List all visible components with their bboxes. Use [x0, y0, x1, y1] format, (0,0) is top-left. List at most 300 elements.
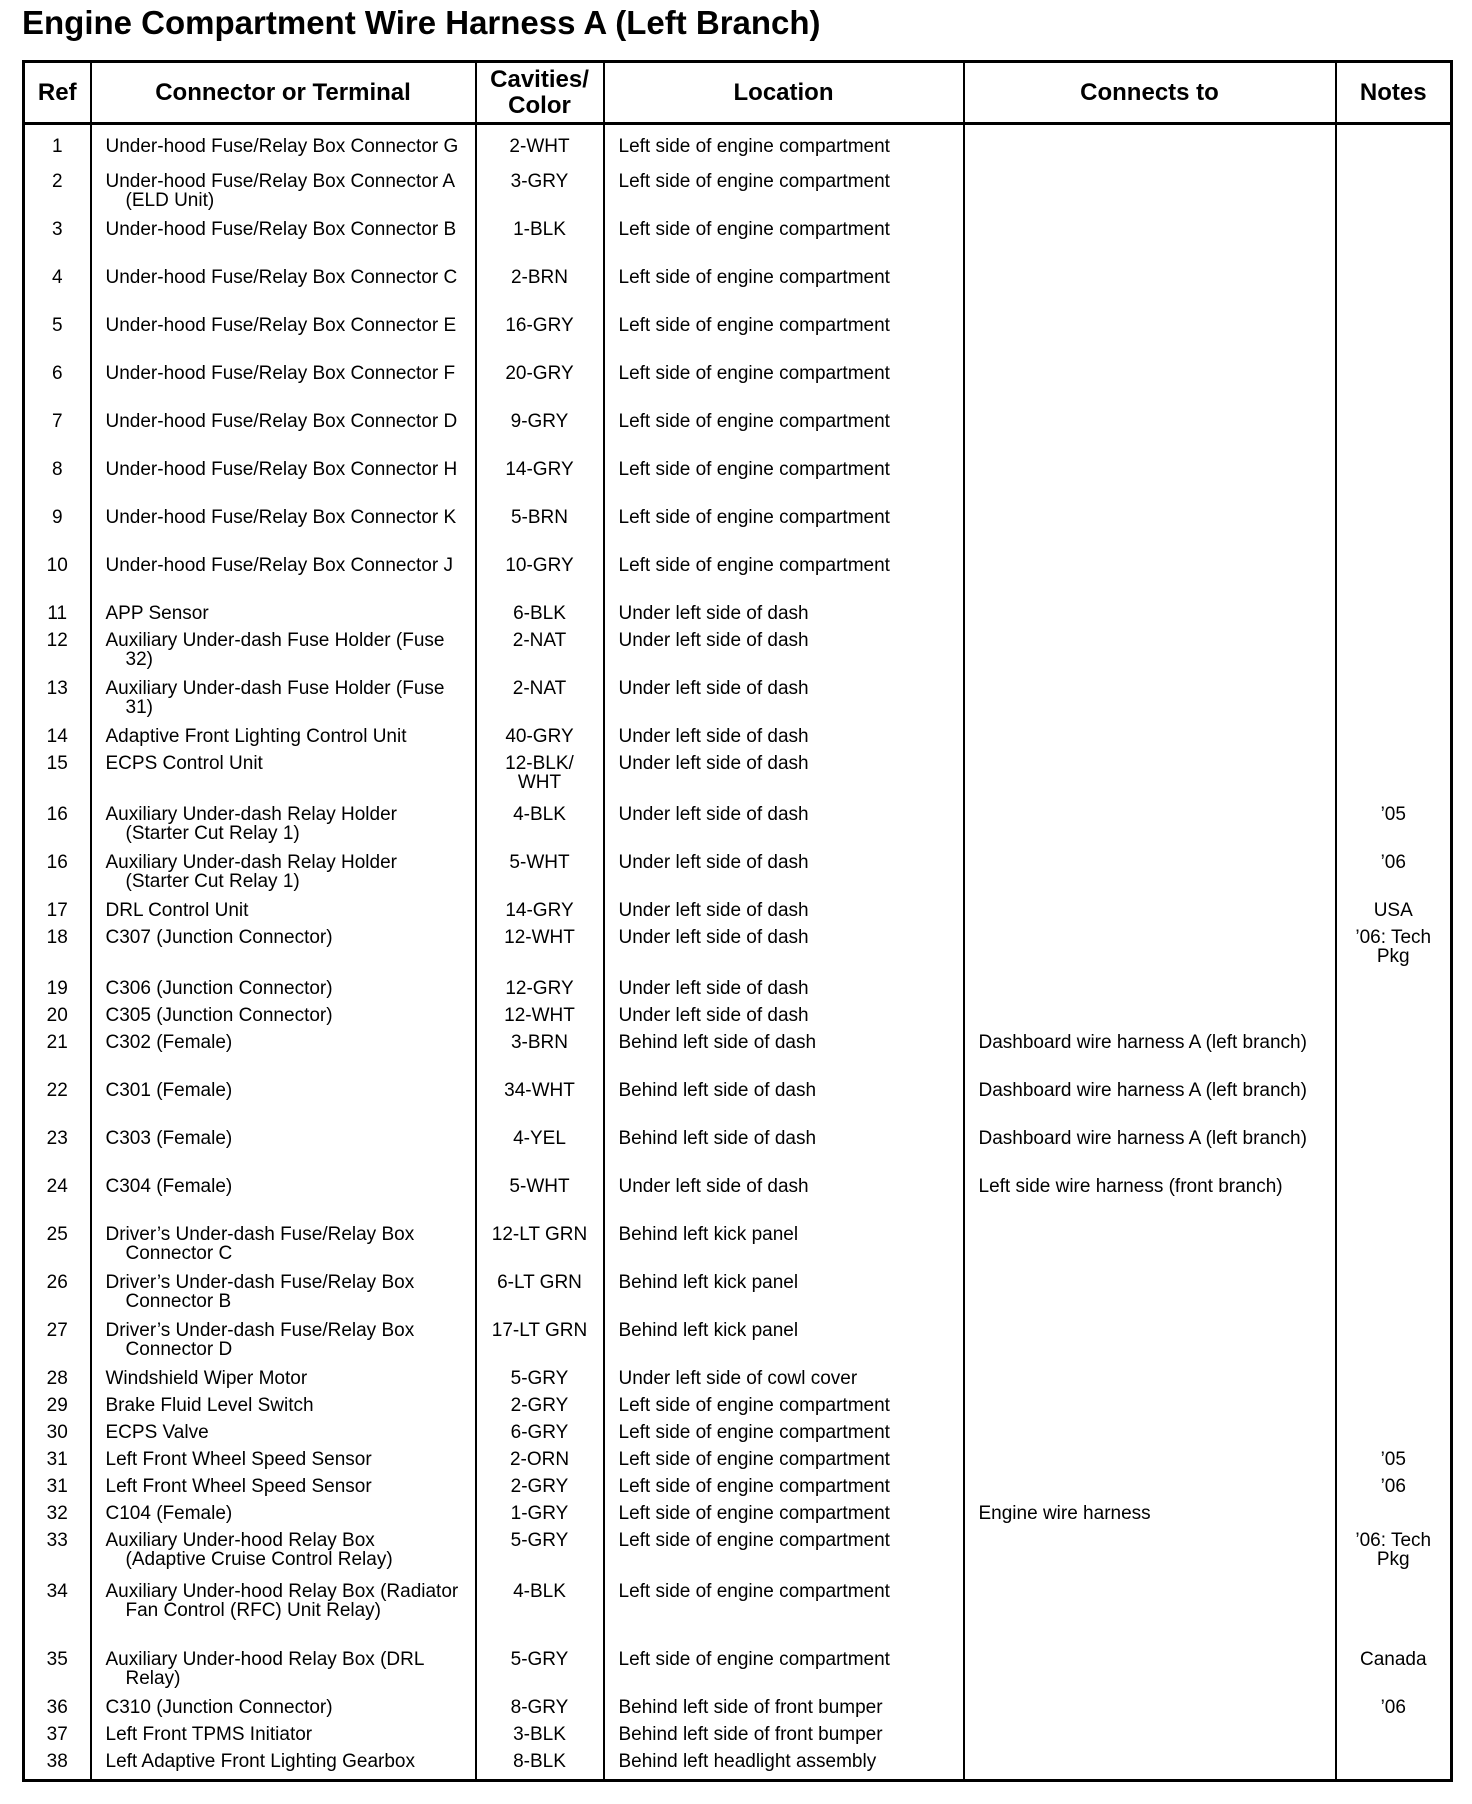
cell-notes — [1336, 727, 1452, 754]
connector-line2: Fan Control (RFC) Unit Relay) — [125, 1599, 381, 1621]
location-text: Left side of engine compartment — [618, 171, 890, 192]
cell-cavities-color — [476, 220, 604, 268]
cell-ref — [24, 556, 91, 604]
cell-notes — [1336, 1531, 1452, 1582]
cell-location — [604, 805, 964, 853]
cell-cavities-color — [476, 1129, 604, 1177]
ref-text: 24 — [46, 1176, 68, 1197]
table-row — [24, 1650, 1452, 1698]
header-location: Location — [604, 62, 964, 124]
cell-cavities-color — [476, 1450, 604, 1477]
location-text: Left side of engine compartment — [618, 315, 890, 336]
cell-connects-to — [964, 1396, 1336, 1423]
cell-connects-to — [964, 412, 1336, 460]
cell-connector — [91, 1273, 476, 1321]
location-text: Under left side of cowl cover — [618, 1368, 858, 1389]
notes-line1: USA — [1373, 900, 1413, 921]
cell-connects-to — [964, 1725, 1336, 1752]
color-line1: 2-NAT — [512, 678, 567, 699]
cell-connector — [91, 316, 476, 364]
notes-line2: Pkg — [1376, 1548, 1410, 1570]
color-line1: 5-GRY — [510, 1368, 569, 1389]
cell-location — [604, 220, 964, 268]
location-text: Left side of engine compartment — [618, 459, 890, 480]
cell-connects-to — [964, 805, 1336, 853]
cell-cavities-color — [476, 1582, 604, 1650]
table-row — [24, 928, 1452, 979]
color-line1: 3-BRN — [510, 1032, 568, 1053]
cell-connector — [91, 1033, 476, 1081]
cell-connects-to — [964, 1698, 1336, 1725]
cell-notes — [1336, 124, 1452, 172]
ref-text: 33 — [46, 1530, 68, 1551]
notes-line1: ’06: Tech — [1355, 927, 1432, 948]
cell-location — [604, 460, 964, 508]
cell-notes — [1336, 679, 1452, 727]
cell-connector — [91, 556, 476, 604]
cell-connector — [91, 901, 476, 928]
ref-text: 3 — [51, 219, 63, 240]
ref-text: 5 — [51, 315, 63, 336]
color-line1: 10-GRY — [505, 555, 574, 576]
cell-connector — [91, 1396, 476, 1423]
cell-connects-to — [964, 901, 1336, 928]
ref-text: 16 — [46, 852, 68, 873]
cell-connector — [91, 508, 476, 556]
cell-location — [604, 1225, 964, 1273]
cell-cavities-color — [476, 460, 604, 508]
notes-line1: Canada — [1359, 1649, 1427, 1670]
table-row — [24, 364, 1452, 412]
cell-ref — [24, 1698, 91, 1725]
cell-notes — [1336, 172, 1452, 220]
table-row — [24, 172, 1452, 220]
location-text: Under left side of dash — [618, 900, 809, 921]
cell-connects-to — [964, 604, 1336, 631]
table-row — [24, 1450, 1452, 1477]
connector-line1: Driver’s Under-dash Fuse/Relay Box — [105, 1272, 415, 1293]
cell-connects-to — [964, 1006, 1336, 1033]
cell-connector — [91, 604, 476, 631]
cell-connector — [91, 853, 476, 901]
cell-notes — [1336, 460, 1452, 508]
connector-line1: Auxiliary Under-dash Relay Holder — [105, 852, 397, 873]
connector-line1: Adaptive Front Lighting Control Unit — [105, 726, 407, 747]
cell-connector — [91, 1081, 476, 1129]
cell-cavities-color — [476, 727, 604, 754]
header-connects-to: Connects to — [964, 62, 1336, 124]
cell-location — [604, 1081, 964, 1129]
table-row — [24, 727, 1452, 754]
cell-cavities-color — [476, 979, 604, 1006]
connector-line1: C305 (Junction Connector) — [105, 1005, 333, 1026]
ref-text: 21 — [46, 1032, 68, 1053]
location-text: Left side of engine compartment — [618, 555, 890, 576]
cell-connector — [91, 268, 476, 316]
cell-connector — [91, 1450, 476, 1477]
ref-text: 38 — [46, 1751, 68, 1772]
connector-line1: Auxiliary Under-hood Relay Box (Radiator — [105, 1581, 459, 1602]
cell-notes — [1336, 1450, 1452, 1477]
connector-line1: Under-hood Fuse/Relay Box Connector D — [105, 411, 458, 432]
connector-line1: Auxiliary Under-hood Relay Box — [105, 1530, 375, 1551]
color-line1: 5-WHT — [509, 1176, 570, 1197]
cell-notes — [1336, 1321, 1452, 1369]
notes-line1: ’06: Tech — [1355, 1530, 1432, 1551]
table-row — [24, 1531, 1452, 1582]
cell-cavities-color — [476, 853, 604, 901]
ref-text: 11 — [47, 603, 68, 624]
table-row — [24, 412, 1452, 460]
cell-connector — [91, 631, 476, 679]
ref-text: 6 — [51, 363, 63, 384]
ref-text: 12 — [46, 630, 68, 651]
cell-connects-to — [964, 1273, 1336, 1321]
cell-notes — [1336, 604, 1452, 631]
cell-connector — [91, 1423, 476, 1450]
ref-text: 28 — [46, 1368, 68, 1389]
cell-connects-to — [964, 1081, 1336, 1129]
cell-notes — [1336, 1006, 1452, 1033]
cell-notes — [1336, 1369, 1452, 1396]
cell-notes — [1336, 979, 1452, 1006]
cell-ref — [24, 1582, 91, 1650]
cell-connects-to — [964, 928, 1336, 979]
ref-text: 31 — [46, 1476, 68, 1497]
header-ref: Ref — [24, 62, 91, 124]
cell-location — [604, 679, 964, 727]
cell-ref — [24, 1725, 91, 1752]
cell-ref — [24, 679, 91, 727]
cell-connects-to — [964, 1531, 1336, 1582]
cell-location — [604, 1177, 964, 1225]
ref-text: 18 — [46, 927, 68, 948]
notes-line2: Pkg — [1376, 945, 1410, 967]
cell-cavities-color — [476, 805, 604, 853]
cell-location — [604, 1273, 964, 1321]
location-text: Left side of engine compartment — [618, 363, 890, 384]
ref-text: 17 — [46, 900, 68, 921]
ref-text: 32 — [46, 1503, 68, 1524]
color-line1: 12-BLK/ — [505, 753, 574, 774]
color-line1: 2-GRY — [510, 1395, 569, 1416]
cell-location — [604, 1698, 964, 1725]
location-text: Under left side of dash — [618, 927, 809, 948]
cell-ref — [24, 1423, 91, 1450]
location-text: Under left side of dash — [618, 726, 809, 747]
cell-ref — [24, 1225, 91, 1273]
cell-cavities-color — [476, 268, 604, 316]
location-text: Left side of engine compartment — [618, 1530, 890, 1551]
location-text: Under left side of dash — [618, 1005, 809, 1026]
cell-location — [604, 1450, 964, 1477]
cell-cavities-color — [476, 1752, 604, 1781]
color-line1: 2-ORN — [509, 1449, 570, 1470]
cell-cavities-color — [476, 1698, 604, 1725]
cell-location — [604, 268, 964, 316]
table-row — [24, 1177, 1452, 1225]
cell-location — [604, 928, 964, 979]
harness-table — [22, 60, 1453, 1782]
connects-to-text: Engine wire harness — [978, 1503, 1151, 1524]
cell-ref — [24, 853, 91, 901]
color-line1: 14-GRY — [505, 459, 574, 480]
location-text: Left side of engine compartment — [618, 267, 890, 288]
location-text: Left side of engine compartment — [618, 136, 890, 157]
cell-notes — [1336, 1225, 1452, 1273]
color-line1: 20-GRY — [505, 363, 574, 384]
cell-cavities-color — [476, 172, 604, 220]
ref-text: 2 — [51, 171, 63, 192]
table-row — [24, 556, 1452, 604]
cell-ref — [24, 727, 91, 754]
cell-connects-to — [964, 1752, 1336, 1781]
cell-notes — [1336, 1396, 1452, 1423]
cell-notes — [1336, 412, 1452, 460]
cell-location — [604, 853, 964, 901]
ref-text: 9 — [51, 507, 63, 528]
cell-connects-to — [964, 1321, 1336, 1369]
ref-text: 10 — [46, 555, 68, 576]
cell-connects-to — [964, 364, 1336, 412]
table-row — [24, 1129, 1452, 1177]
color-line1: 2-WHT — [509, 136, 570, 157]
cell-notes — [1336, 220, 1452, 268]
location-text: Behind left kick panel — [618, 1320, 799, 1341]
cell-ref — [24, 1081, 91, 1129]
connector-line1: DRL Control Unit — [105, 900, 249, 921]
table-row — [24, 1273, 1452, 1321]
cell-location — [604, 901, 964, 928]
cell-connector — [91, 1369, 476, 1396]
cell-location — [604, 1129, 964, 1177]
cell-notes — [1336, 1752, 1452, 1781]
table-row — [24, 1033, 1452, 1081]
notes-line1: ’06 — [1380, 852, 1406, 873]
color-line1: 4-BLK — [513, 804, 566, 825]
cell-connects-to — [964, 1504, 1336, 1531]
cell-connector — [91, 1477, 476, 1504]
color-line1: 3-BLK — [513, 1724, 566, 1745]
cell-connects-to — [964, 631, 1336, 679]
connector-line1: Left Adaptive Front Lighting Gearbox — [105, 1751, 415, 1772]
connector-line2: (Adaptive Cruise Control Relay) — [125, 1548, 393, 1570]
color-line1: 4-BLK — [513, 1581, 566, 1602]
color-line1: 5-GRY — [510, 1649, 569, 1670]
connector-line1: Auxiliary Under-dash Fuse Holder (Fuse — [105, 678, 445, 699]
ref-text: 23 — [46, 1128, 68, 1149]
table-body — [24, 124, 1452, 1781]
connector-line1: Windshield Wiper Motor — [105, 1368, 308, 1389]
cell-notes — [1336, 928, 1452, 979]
color-line1: 4-YEL — [513, 1128, 566, 1149]
cell-cavities-color — [476, 604, 604, 631]
cell-ref — [24, 172, 91, 220]
notes-line1: ’05 — [1380, 1449, 1406, 1470]
connector-line1: Under-hood Fuse/Relay Box Connector F — [105, 363, 456, 384]
location-text: Left side of engine compartment — [618, 411, 890, 432]
header-row — [24, 62, 1452, 124]
connector-line1: C301 (Female) — [105, 1080, 233, 1101]
color-line1: 34-WHT — [504, 1080, 575, 1101]
location-text: Behind left kick panel — [618, 1272, 799, 1293]
cell-connects-to — [964, 1177, 1336, 1225]
location-text: Behind left headlight assembly — [618, 1751, 877, 1772]
table-row — [24, 460, 1452, 508]
cell-notes — [1336, 1725, 1452, 1752]
cell-cavities-color — [476, 754, 604, 805]
cell-cavities-color — [476, 1321, 604, 1369]
table-row — [24, 1582, 1452, 1650]
table-row — [24, 1006, 1452, 1033]
cell-ref — [24, 631, 91, 679]
connector-line1: Driver’s Under-dash Fuse/Relay Box — [105, 1320, 415, 1341]
cell-connector — [91, 1752, 476, 1781]
cell-cavities-color — [476, 679, 604, 727]
cell-location — [604, 1650, 964, 1698]
cell-connector — [91, 1504, 476, 1531]
cell-ref — [24, 268, 91, 316]
location-text: Under left side of dash — [618, 1176, 809, 1197]
cell-connector — [91, 1650, 476, 1698]
cell-notes — [1336, 1582, 1452, 1650]
ref-text: 37 — [46, 1724, 68, 1745]
cell-ref — [24, 460, 91, 508]
cell-location — [604, 556, 964, 604]
location-text: Behind left side of dash — [618, 1080, 817, 1101]
cell-notes — [1336, 1423, 1452, 1450]
connector-line1: Under-hood Fuse/Relay Box Connector K — [105, 507, 457, 528]
cell-location — [604, 1725, 964, 1752]
ref-text: 25 — [46, 1224, 68, 1245]
cell-connects-to — [964, 1129, 1336, 1177]
ref-text: 36 — [46, 1697, 68, 1718]
cell-connector — [91, 172, 476, 220]
cell-connects-to — [964, 853, 1336, 901]
cell-location — [604, 1033, 964, 1081]
connector-line2: Connector D — [125, 1338, 233, 1360]
location-text: Left side of engine compartment — [618, 1503, 890, 1524]
cell-connector — [91, 1006, 476, 1033]
cell-ref — [24, 412, 91, 460]
ref-text: 16 — [46, 804, 68, 825]
ref-text: 31 — [46, 1449, 68, 1470]
cell-location — [604, 124, 964, 172]
cell-connector — [91, 1725, 476, 1752]
connector-line1: C310 (Junction Connector) — [105, 1697, 333, 1718]
cell-ref — [24, 604, 91, 631]
ref-text: 34 — [46, 1581, 68, 1602]
location-text: Under left side of dash — [618, 978, 809, 999]
cell-cavities-color — [476, 412, 604, 460]
cell-connector — [91, 727, 476, 754]
connector-line2: (Starter Cut Relay 1) — [125, 822, 300, 844]
ref-text: 8 — [51, 459, 63, 480]
cell-ref — [24, 1752, 91, 1781]
cell-cavities-color — [476, 1006, 604, 1033]
color-line1: 5-GRY — [510, 1530, 569, 1551]
cell-notes — [1336, 1504, 1452, 1531]
cell-connects-to — [964, 220, 1336, 268]
cell-ref — [24, 1369, 91, 1396]
location-text: Behind left side of dash — [618, 1032, 817, 1053]
cell-notes — [1336, 556, 1452, 604]
table-row — [24, 1225, 1452, 1273]
color-line1: 12-WHT — [504, 1005, 575, 1026]
page-title: Engine Compartment Wire Harness A (Left Branch) — [22, 4, 821, 41]
location-text: Left side of engine compartment — [618, 1581, 890, 1602]
connector-line1: Left Front TPMS Initiator — [105, 1724, 313, 1745]
table-row — [24, 901, 1452, 928]
connector-line1: Brake Fluid Level Switch — [105, 1395, 314, 1416]
connects-to-text: Dashboard wire harness A (left branch) — [978, 1032, 1307, 1053]
connector-line1: APP Sensor — [105, 603, 209, 624]
table-row — [24, 1752, 1452, 1781]
location-text: Under left side of dash — [618, 630, 809, 651]
cell-notes — [1336, 316, 1452, 364]
connector-line1: C307 (Junction Connector) — [105, 927, 333, 948]
ref-text: 13 — [46, 678, 68, 699]
cell-location — [604, 1396, 964, 1423]
connector-line1: Under-hood Fuse/Relay Box Connector J — [105, 555, 453, 576]
ref-text: 22 — [46, 1080, 68, 1101]
cell-location — [604, 316, 964, 364]
connector-line1: Under-hood Fuse/Relay Box Connector B — [105, 219, 457, 240]
ref-text: 19 — [46, 978, 68, 999]
cell-connector — [91, 754, 476, 805]
cell-connects-to — [964, 679, 1336, 727]
cell-ref — [24, 1477, 91, 1504]
color-line1: 12-LT GRN — [491, 1224, 588, 1245]
color-line1: 5-WHT — [509, 852, 570, 873]
cell-connects-to — [964, 727, 1336, 754]
cell-location — [604, 604, 964, 631]
cell-notes — [1336, 754, 1452, 805]
ref-text: 35 — [46, 1649, 68, 1670]
color-line1: 16-GRY — [505, 315, 574, 336]
cell-location — [604, 631, 964, 679]
location-text: Left side of engine compartment — [618, 219, 890, 240]
location-text: Under left side of dash — [618, 603, 809, 624]
cell-notes — [1336, 364, 1452, 412]
table-row — [24, 268, 1452, 316]
cell-cavities-color — [476, 1423, 604, 1450]
cell-connects-to — [964, 1423, 1336, 1450]
cell-ref — [24, 1650, 91, 1698]
table-row — [24, 1698, 1452, 1725]
table-row — [24, 124, 1452, 172]
color-line1: 6-BLK — [513, 603, 566, 624]
connector-line1: Under-hood Fuse/Relay Box Connector E — [105, 315, 457, 336]
cell-ref — [24, 805, 91, 853]
connector-line2: 32) — [125, 648, 153, 670]
cell-location — [604, 1369, 964, 1396]
color-line1: 1-BLK — [513, 219, 566, 240]
cell-connector — [91, 1531, 476, 1582]
connector-line1: C306 (Junction Connector) — [105, 978, 333, 999]
cell-ref — [24, 1033, 91, 1081]
cell-connector — [91, 979, 476, 1006]
ref-text: 1 — [51, 136, 63, 157]
connector-line2: (Starter Cut Relay 1) — [125, 870, 300, 892]
cell-ref — [24, 979, 91, 1006]
cell-connects-to — [964, 1369, 1336, 1396]
cell-ref — [24, 364, 91, 412]
table-row — [24, 853, 1452, 901]
header-cavities-color — [476, 62, 604, 124]
cell-notes — [1336, 268, 1452, 316]
cell-ref — [24, 316, 91, 364]
